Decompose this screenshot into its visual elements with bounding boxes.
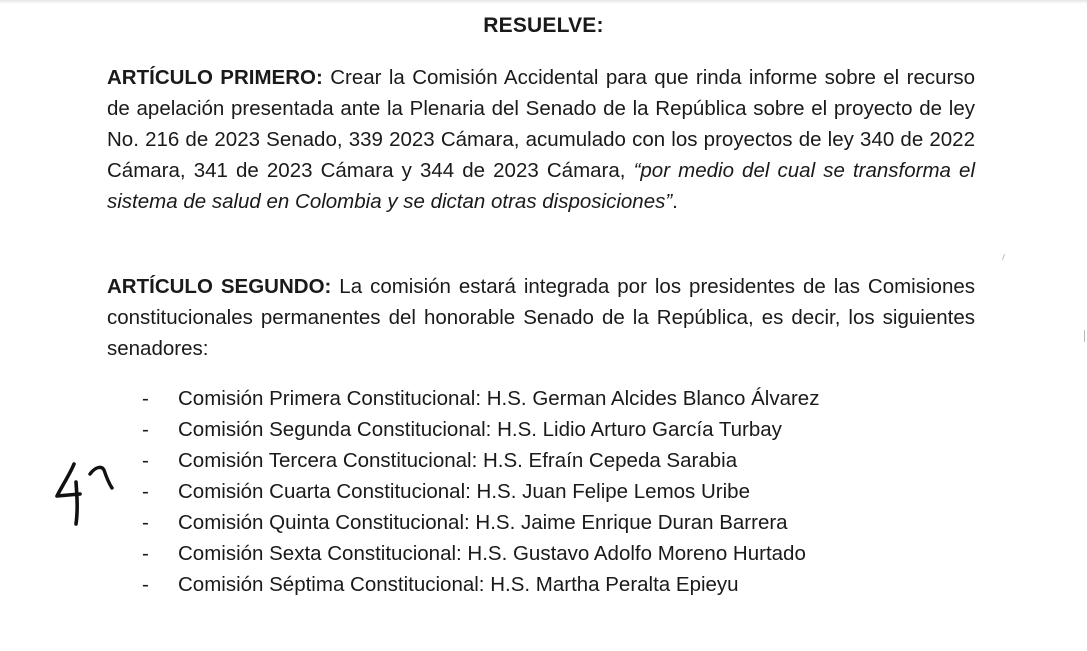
scan-speck bbox=[1084, 330, 1085, 342]
list-dash: - bbox=[142, 480, 149, 503]
list-dash: - bbox=[142, 387, 149, 410]
article-primero-quote: “por medio del cual se transforma el sistema de salud en Colombia y se dictan otras disposiciones” bbox=[107, 159, 975, 213]
article-primero-end: . bbox=[672, 190, 678, 213]
article-primero bbox=[107, 62, 975, 217]
list-item-text: Comisión Sexta Constitucional: H.S. Gustavo Adolfo Moreno Hurtado bbox=[178, 542, 806, 565]
list-item-text: Comisión Séptima Constitucional: H.S. Martha Peralta Epieyu bbox=[178, 573, 739, 596]
list-item-text: Comisión Cuarta Constitucional: H.S. Juan Felipe Lemos Uribe bbox=[178, 480, 750, 503]
article-segundo bbox=[107, 271, 975, 364]
list-dash: - bbox=[142, 511, 149, 534]
senators-list bbox=[142, 383, 819, 600]
article-primero-text: Crear la Comisión Accidental para que rinda informe sobre el recurso de apelación presentada ante la Plenaria del Senado de la República sobre el proyecto de ley No. 216 de 2023 Senado, 339 2023 Cámara, acumulado con los proyectos de ley 340 de 2022 Cámara, 341 de 2023 Cámara y 344 de 2023 Cámara, bbox=[107, 66, 975, 182]
list-item bbox=[142, 569, 819, 600]
list-item bbox=[142, 507, 819, 538]
page-top-edge bbox=[0, 0, 1087, 4]
list-item bbox=[142, 414, 819, 445]
list-item bbox=[142, 383, 819, 414]
list-item bbox=[142, 476, 819, 507]
list-dash: - bbox=[142, 542, 149, 565]
article-segundo-text: La comisión estará integrada por los presidentes de las Comisiones constitucionales permanentes del honorable Senado de la República, es decir, los siguientes senadores: bbox=[107, 275, 975, 360]
scan-speck bbox=[1002, 254, 1005, 260]
list-item-text: Comisión Segunda Constitucional: H.S. Lidio Arturo García Turbay bbox=[178, 418, 782, 441]
list-item bbox=[142, 445, 819, 476]
list-dash: - bbox=[142, 418, 149, 441]
handwritten-page-number bbox=[52, 458, 116, 530]
list-dash: - bbox=[142, 573, 149, 596]
article-primero-label: ARTÍCULO PRIMERO: bbox=[107, 66, 323, 89]
list-dash: - bbox=[142, 449, 149, 472]
list-item-text: Comisión Tercera Constitucional: H.S. Efraín Cepeda Sarabia bbox=[178, 449, 738, 472]
document-heading: RESUELVE: bbox=[483, 14, 604, 37]
list-item-text: Comisión Primera Constitucional: H.S. German Alcides Blanco Álvarez bbox=[178, 387, 820, 410]
list-item bbox=[142, 538, 819, 569]
list-item-text: Comisión Quinta Constitucional: H.S. Jaime Enrique Duran Barrera bbox=[178, 511, 788, 534]
article-segundo-label: ARTÍCULO SEGUNDO: bbox=[107, 275, 332, 298]
